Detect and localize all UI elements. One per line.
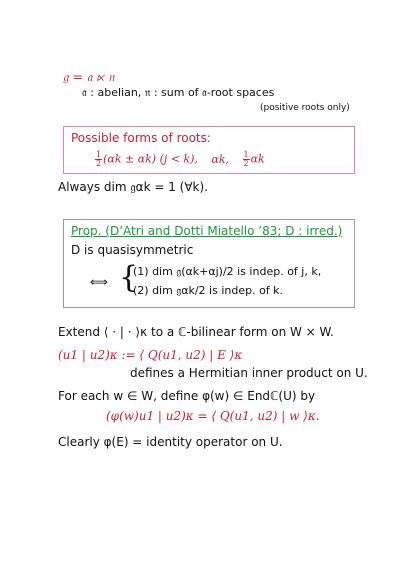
lie-algebra-decomposition: 𝔤 = 𝔞 ⋉ 𝔫 xyxy=(63,69,115,84)
roots-forms xyxy=(95,151,265,168)
hermitian-description: defines a Hermitian inner product on U. xyxy=(130,366,368,380)
extend-statement: Extend ⟨ · | · ⟩κ to a ℂ-bilinear form on W × W. xyxy=(58,325,334,339)
foreach-statement: For each w ∈ W, define φ(w) ∈ Endℂ(U) by xyxy=(58,389,316,403)
fraction-half-2: $\frac{1}{2}$ xyxy=(243,150,249,168)
phi-definition: (φ(w)u1 | u2)κ = ⟨ Q(u1, u2) | w ⟩κ. xyxy=(106,409,320,423)
condition-1: (1) dim 𝔤(αk+αj)/2 is indep. of j, k, xyxy=(133,265,322,278)
roots-form-2: αk, xyxy=(211,152,230,166)
roots-form-3: αk xyxy=(250,152,265,166)
hermitian-definition: (u1 | u2)κ := ⟨ Q(u1, u2) | E ⟩κ xyxy=(58,348,243,362)
proposition-title: Prop. (D’Atri and Dotti Miatello ’83; D : irred.) xyxy=(71,224,343,238)
iff-symbol: ⟺ xyxy=(90,274,108,289)
left-brace: { xyxy=(119,260,139,295)
condition-2: (2) dim 𝔤αk/2 is indep. of k. xyxy=(133,284,284,297)
fraction-half-1: $\frac{1}{2}$ xyxy=(96,150,102,168)
always-statement: Always dim 𝔤αk = 1 (∀k). xyxy=(58,180,209,194)
clearly-statement: Clearly φ(E) = identity operator on U. xyxy=(58,435,283,449)
roots-form-1: (αk ± αk) (j < k), xyxy=(103,152,198,166)
roots-box-title: Possible forms of roots: xyxy=(71,131,211,145)
abelian-note: 𝔞 : abelian, 𝔫 : sum of 𝔞-root spaces xyxy=(82,86,275,99)
quasisymmetric-statement: D is quasisymmetric xyxy=(71,243,194,257)
positive-roots-note: (positive roots only) xyxy=(260,103,350,113)
